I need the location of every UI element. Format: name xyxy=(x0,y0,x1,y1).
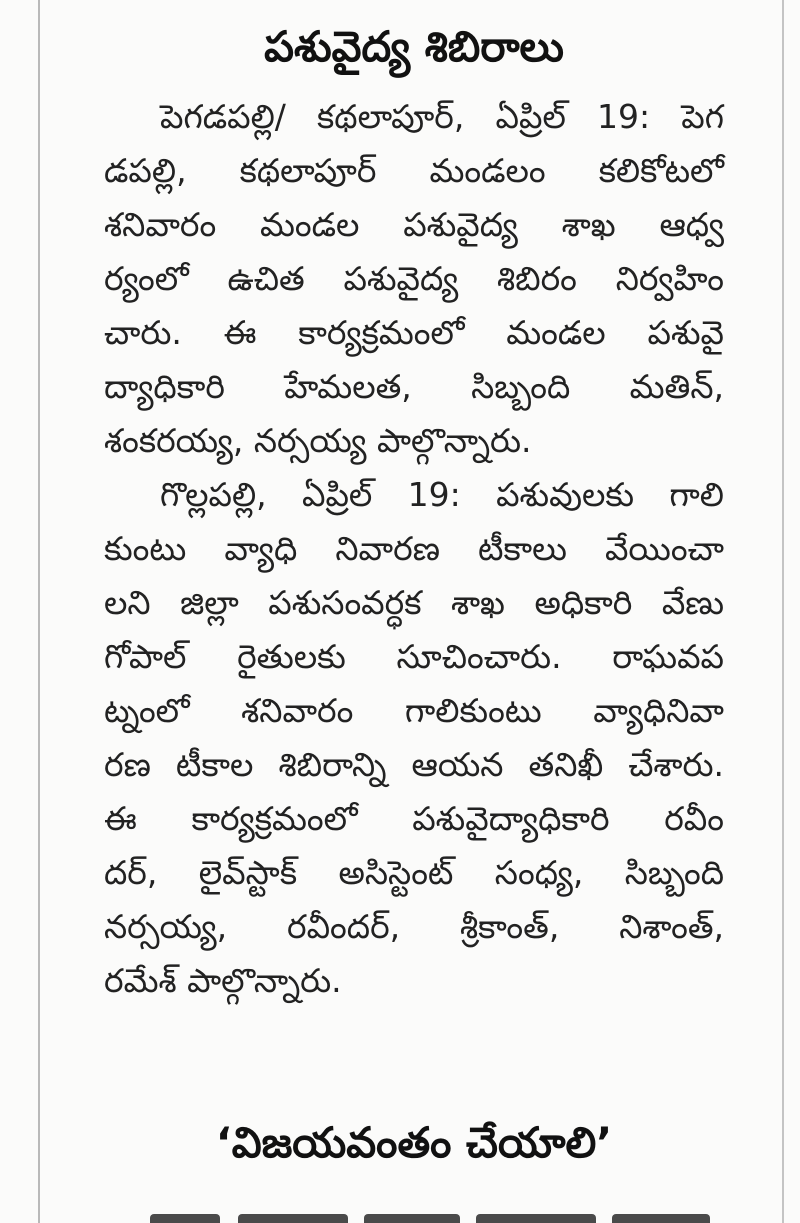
article-line: దర్, లైవ్‌స్టాక్ అసిస్టెంట్ సంధ్య, సిబ్బంది xyxy=(104,853,724,892)
next-article-headline: ‘విజయవంతం చేయాలి’ xyxy=(215,1118,613,1167)
article-line: డపల్లి, కథలాపూర్ మండలం కలికోటలో xyxy=(104,151,724,190)
article-line: లని జిల్లా పశుసంవర్ధక శాఖ అధికారి వేణు xyxy=(104,583,724,622)
article-line: పెగడపల్లి/ కథలాపూర్, ఏప్రిల్ 19: పెగ xyxy=(160,97,724,136)
article-line: గోపాల్ రైతులకు సూచించారు. రాఘవప xyxy=(104,637,724,676)
column-rule-right xyxy=(782,0,784,1223)
article-line: నర్సయ్య, రవీందర్, శ్రీకాంత్, నిశాంత్, xyxy=(104,907,724,946)
article-line: రణ టీకాల శిబిరాన్ని ఆయన తనిఖీ చేశారు. xyxy=(104,745,724,784)
article-body xyxy=(104,90,724,1008)
article-headline: పశువైద్య శిబిరాలు xyxy=(264,22,564,71)
article-line: శనివారం మండల పశువైద్య శాఖ ఆధ్వ xyxy=(104,205,724,244)
article-line: ద్యాధికారి హేమలత, సిబ్బంది మతిన్, xyxy=(104,367,724,406)
article-line: గొల్లపల్లి, ఏప్రిల్ 19: పశువులకు గాలి xyxy=(160,475,724,514)
column-rule-left xyxy=(38,0,40,1223)
article-line: ఈ కార్యక్రమంలో పశువైద్యాధికారి రవీం xyxy=(104,799,724,838)
article-line: శంకరయ్య, నర్సయ్య పాల్గొన్నారు. xyxy=(104,421,532,460)
article-column xyxy=(104,0,724,1008)
article-line: ట్నంలో శనివారం గాలికుంటు వ్యాధినివా xyxy=(104,691,724,730)
article-line: కుంటు వ్యాధి నివారణ టీకాలు వేయించా xyxy=(104,529,724,568)
article-line: చారు. ఈ కార్యక్రమంలో మండల పశువై xyxy=(104,313,724,352)
article-line: ర్యంలో ఉచిత పశువైద్య శిబిరం నిర్వహిం xyxy=(104,259,724,298)
article-line: రమేశ్ పాల్గొన్నారు. xyxy=(104,961,342,1000)
cut-off-text-row xyxy=(150,1200,710,1223)
